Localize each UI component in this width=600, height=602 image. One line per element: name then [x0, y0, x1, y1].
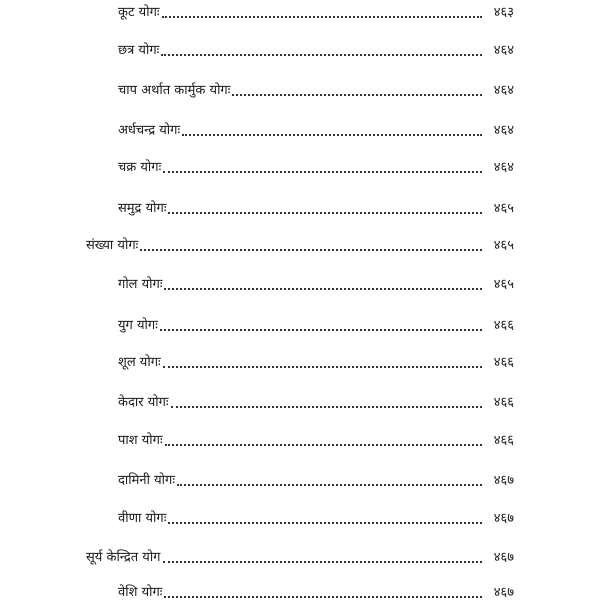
toc-entry-page: ४६३: [493, 5, 514, 20]
toc-entry-page: ४६७: [493, 585, 514, 600]
toc-entry-page: ४६५: [493, 238, 514, 253]
toc-entry-kuta: [118, 0, 514, 22]
dot-leader: [232, 94, 482, 96]
toc-entry-page: ४६५: [493, 277, 514, 292]
toc-entry-page: ४६६: [493, 433, 514, 448]
dot-leader: [161, 54, 482, 56]
toc-entry-label: कूट योगः: [118, 5, 160, 20]
toc-entry-page: ४६६: [493, 318, 514, 333]
dot-leader: [168, 212, 482, 214]
dot-leader: [162, 16, 482, 18]
dot-leader: [163, 561, 483, 563]
toc-entry-label: दामिनी योगः: [118, 473, 175, 488]
toc-entry-label: संख्या योगः: [86, 238, 139, 253]
toc-entry-label: छत्र योगः: [118, 43, 160, 58]
toc-entry-page: ४६७: [493, 511, 514, 526]
toc-entry-gola: [118, 272, 514, 294]
toc-entry-veshi: [118, 580, 514, 602]
dot-leader: [160, 329, 482, 331]
toc-entry-chhatra: [118, 38, 514, 60]
toc-entry-kedara: [118, 390, 514, 412]
dot-leader: [165, 444, 482, 446]
toc-entry-page: ४६४: [493, 43, 514, 58]
toc-entry-label: चाप अर्थात कार्मुक योगः: [118, 83, 231, 98]
toc-entry-veena: [118, 506, 514, 528]
dot-leader: [164, 288, 482, 290]
toc-entry-page: ४६४: [493, 160, 514, 175]
toc-entry-label: केदार योगः: [118, 395, 169, 410]
toc-entry-label: वीणा योगः: [118, 511, 167, 526]
toc-entry-ardhachandra: [118, 118, 514, 140]
toc-entry-label: पाश योगः: [118, 433, 163, 448]
toc-entry-shula: [118, 350, 514, 372]
toc-entry-page: ४६७: [493, 473, 514, 488]
toc-entry-yuga: [118, 313, 514, 335]
toc-entry-pasha: [118, 428, 514, 450]
toc-entry-page: ४६४: [493, 123, 514, 138]
dot-leader: [163, 366, 482, 368]
toc-entry-chakra: [118, 155, 514, 177]
toc-entry-page: ४६५: [493, 201, 514, 216]
toc-entry-label: समुद्र योगः: [118, 201, 167, 216]
toc-entry-page: ४६६: [493, 395, 514, 410]
toc-entry-damini: [118, 468, 514, 490]
dot-leader: [140, 249, 482, 251]
toc-entry-page: ४६७: [493, 550, 514, 565]
dot-leader: [164, 596, 482, 598]
toc-entry-page: ४६६: [493, 355, 514, 370]
dot-leader: [177, 484, 482, 486]
toc-entry-label: सूर्य केन्द्रित योग: [86, 550, 161, 565]
dot-leader: [182, 134, 482, 136]
toc-entry-chapa: [118, 78, 514, 100]
toc-entry-page: ४६४: [493, 83, 514, 98]
toc-entry-surya-kendrita: [86, 545, 514, 567]
toc-entry-samudra: [118, 196, 514, 218]
dot-leader: [171, 406, 482, 408]
dot-leader: [168, 522, 482, 524]
toc-entry-label: अर्धचन्द्र योगः: [118, 123, 181, 138]
toc-entry-sankhya: [86, 233, 514, 255]
toc-entry-label: चक्र योगः: [118, 160, 162, 175]
toc-entry-label: वेशि योगः: [118, 585, 163, 600]
toc-entry-label: गोल योगः: [118, 277, 163, 292]
toc-entry-label: युग योगः: [118, 318, 158, 333]
toc-entry-label: शूल योगः: [118, 355, 161, 370]
dot-leader: [163, 171, 482, 173]
